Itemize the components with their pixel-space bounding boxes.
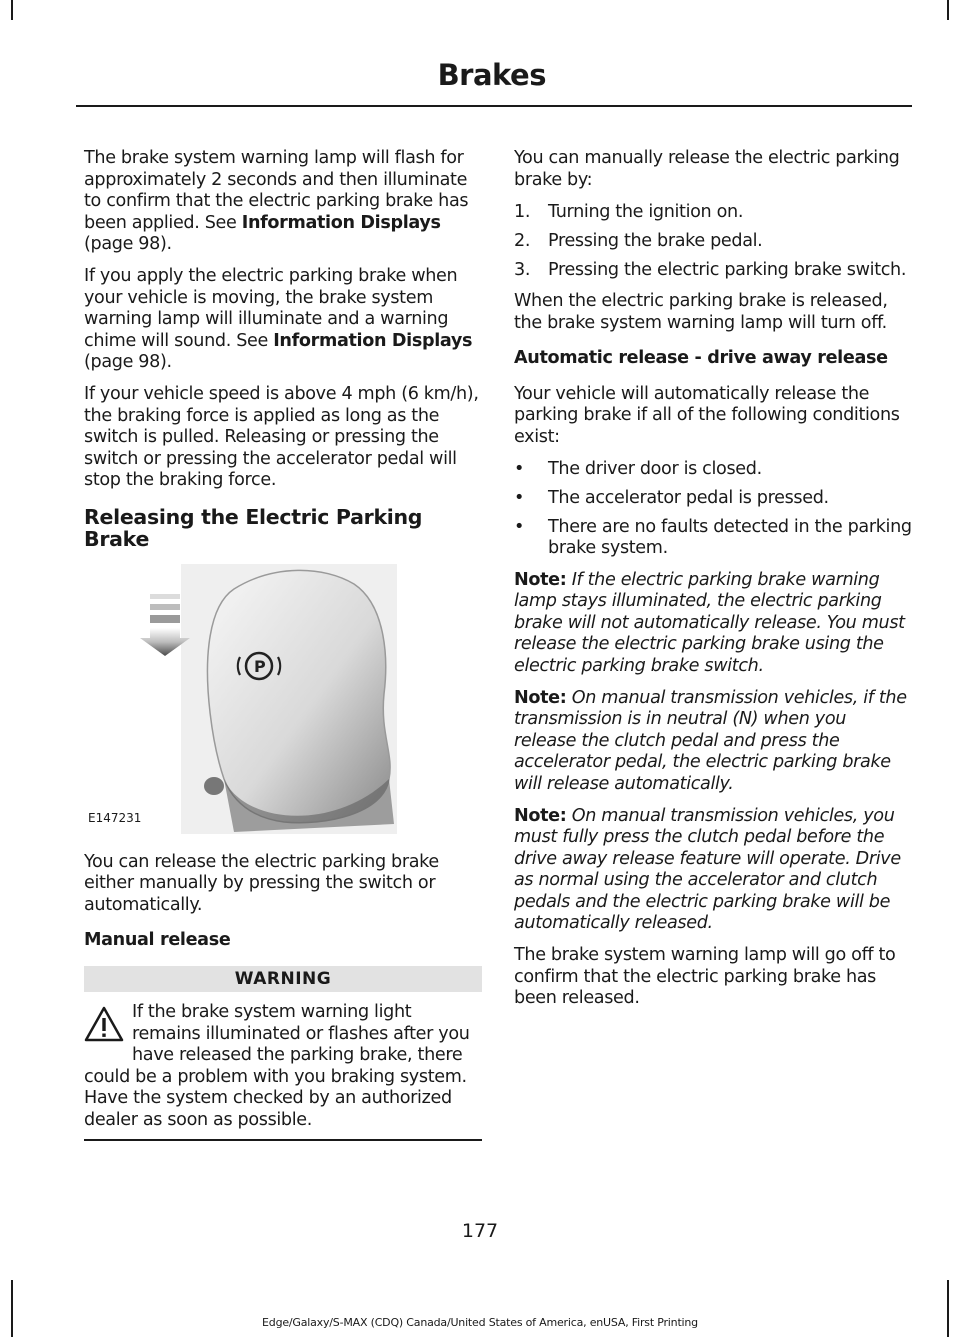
list-item: • The driver door is closed. [514, 458, 762, 479]
paragraph-manual-intro: You can manually release the electric parking brake by: [514, 148, 900, 190]
figure-id-label: E147231 [88, 811, 142, 825]
crop-mark-top-left [11, 0, 13, 20]
warning-box [84, 1002, 482, 1141]
parking-brake-switch-figure [84, 564, 482, 834]
list-item: 2. Pressing the brake pedal. [514, 230, 763, 251]
info-displays-link[interactable]: Information Displays [241, 212, 441, 233]
subheading-automatic-release: Automatic release - drive away release [514, 348, 888, 368]
crop-mark-top-right [947, 0, 949, 20]
note-1: Note: If the electric parking brake warning lamp stays illuminated, the electric parking brake will not automatically release. You must release the electric parking brake using the electric parking brake switch. [514, 569, 905, 676]
section-heading-releasing: Releasing the Electric Parking Brake [84, 504, 423, 551]
paragraph-speed-force: If your vehicle speed is above 4 mph (6 km/h), the braking force is applied as long as the switch is pulled. Releasing or pressing the switch or pressing the accelerator pedal will stop the braking force. [84, 384, 479, 490]
left-column [84, 148, 482, 1141]
subheading-manual-release: Manual release [84, 930, 231, 950]
header-divider [76, 105, 912, 107]
list-item: • The accelerator pedal is pressed. [514, 487, 829, 508]
note-3: Note: On manual transmission vehicles, you must fully press the clutch pedal before the drive away release feature will operate. Drive as normal using the accelerator and clutch pedals and the electric parking brake will be automatically released. [514, 805, 901, 933]
paragraph-released: When the electric parking brake is released, the brake system warning lamp will turn off. [514, 291, 888, 333]
warning-text: If the brake system warning light remains illuminated or flashes after you have released the parking brake, there could be a problem with you braking system. Have the system checked by an authorized dealer as soon as possible. [84, 1002, 470, 1130]
paragraph-lamp-flash: The brake system warning lamp will flash for approximately 2 seconds and then illuminate to confirm that the electric parking brake has been applied. See Information Displays (page 98). [84, 148, 469, 254]
warning-triangle-icon [84, 1006, 124, 1042]
footer-edition: Edge/Galaxy/S-MAX (CDQ) Canada/United States of America, enUSA, First Printing [262, 1316, 698, 1329]
svg-text:P: P [254, 656, 266, 676]
paragraph-moving-apply: If you apply the electric parking brake when your vehicle is moving, the brake system warning lamp will illuminate and a warning chime will sound. See Information Displays (page 98). [84, 266, 473, 372]
note-2: Note: On manual transmission vehicles, if the transmission is in neutral (N) when you release the clutch pedal and press the accelerator pedal, the electric parking brake will release automatically. [514, 687, 907, 794]
list-item: 1. Turning the ignition on. [514, 201, 744, 222]
switch-body [207, 570, 390, 822]
paragraph-lamp-off: The brake system warning lamp will go off to confirm that the electric parking brake has been released. [514, 945, 896, 1008]
right-column [514, 148, 912, 1020]
parking-brake-switch-illustration [84, 564, 482, 834]
paragraph-auto-conditions: Your vehicle will automatically release the parking brake if all of the following conditions exist: [514, 383, 900, 447]
list-item: 3. Pressing the electric parking brake switch. [514, 259, 907, 280]
conditions-list [514, 459, 912, 560]
info-displays-link-2[interactable]: Information Displays [273, 330, 473, 351]
warning-header: WARNING [84, 966, 482, 993]
page-number: 177 [461, 1220, 499, 1242]
list-item: • There are no faults detected in the parking brake system. [514, 516, 912, 558]
paragraph-release-methods: You can release the electric parking brake either manually by pressing the switch or automatically. [84, 851, 439, 915]
warning-bottom-rule [84, 1139, 482, 1141]
release-steps-list [514, 202, 912, 282]
page-title: Brakes [437, 58, 546, 92]
